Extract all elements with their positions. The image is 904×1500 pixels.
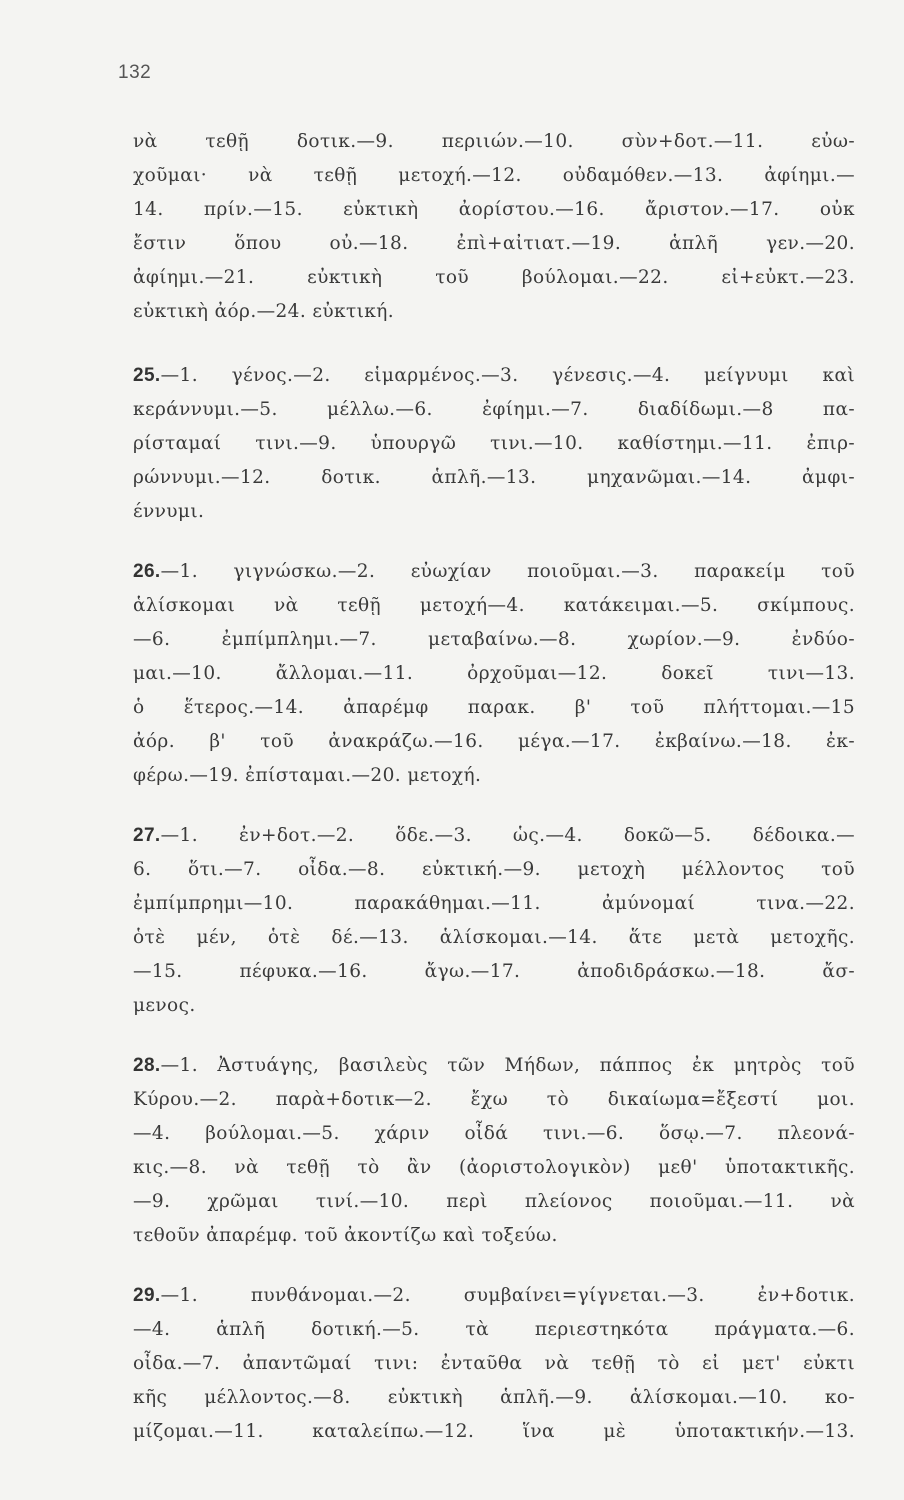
text-line: ὁτὲ μέν, ὁτὲ δέ.—13. ἁλίσκομαι.—14. ἅτε μετὰ μετοχῆς. (133, 927, 855, 948)
section-25 (133, 359, 855, 529)
section-number: 27. (133, 825, 161, 846)
section-number: 26. (133, 561, 161, 582)
text-line: ρώννυμι.—12. δοτικ. ἁπλῆ.—13. μηχανῶμαι.—14. ἀμφι- (133, 467, 855, 488)
text-line: —4. ἁπλῆ δοτική.—5. τὰ περιεστηκότα πράγματα.—6. (133, 1319, 855, 1340)
text-line: έννυμι. (133, 501, 205, 522)
text-line: —6. ἐμπίμπλημι.—7. μεταβαίνω.—8. χωρίον.—9. ἐνδύο- (133, 629, 855, 650)
text-line: κεράννυμι.—5. μέλλω.—6. ἐφίημι.—7. διαδίδωμι.—8 πα- (133, 399, 855, 420)
text-line: ἀφίημι.—21. εὐκτικὴ τοῦ βούλομαι.—22. εἰ+εὐκτ.—23. (133, 267, 855, 288)
text-line: —1. πυνθάνομαι.—2. συμβαίνει=γίγνεται.—3. ἐν+δοτικ. (160, 1285, 855, 1306)
text-line: τεθοῦν ἀπαρέμφ. τοῦ ἀκοντίζω καὶ τοξεύω. (133, 1225, 558, 1246)
section-27 (133, 819, 855, 1023)
text-line: ἔστιν ὅπου οὐ.—18. ἐπὶ+αἰτιατ.—19. ἁπλῆ γεν.—20. (133, 233, 855, 254)
text-line: νὰ τεθῇ δοτικ.—9. περιιών.—10. σὺν+δοτ.—11. εὐω- (133, 131, 855, 152)
text-line: οἶδα.—7. ἀπαντῶμαί τινι: ἐνταῦθα νὰ τεθῇ τὸ εἰ μετ' εὐκτι (133, 1353, 855, 1374)
text-line: χοῦμαι· νὰ τεθῇ μετοχή.—12. οὐδαμόθεν.—13. ἀφίημι.— (133, 165, 855, 186)
text-line: —1. γιγνώσκω.—2. εὐωχίαν ποιοῦμαι.—3. παρακείμ τοῦ (160, 561, 855, 582)
text-line: —1. γένος.—2. εἱμαρμένος.—3. γένεσις.—4. μείγνυμι καὶ (160, 365, 855, 386)
text-line: —1. Ἀστυάγης, βασιλεὺς τῶν Μήδων, πάππος ἐκ μητρὸς τοῦ (160, 1055, 855, 1076)
text-line: μίζομαι.—11. καταλείπω.—12. ἵνα μὲ ὑποτακτικήν.—13. (133, 1421, 855, 1442)
text-line: —15. πέφυκα.—16. ἄγω.—17. ἀποδιδράσκω.—18. ἄσ- (133, 961, 855, 982)
text-line: Κύρου.—2. παρὰ+δοτικ—2. ἔχω τὸ δικαίωμα=ἔξεστί μοι. (133, 1089, 855, 1110)
section-number: 29. (133, 1285, 161, 1306)
section-first-line (133, 1049, 855, 1083)
text-line: μενος. (133, 995, 196, 1016)
text-line: ἁλίσκομαι νὰ τεθῇ μετοχή—4. κατάκειμαι.—5. σκίμπους. (133, 595, 855, 616)
section-29 (133, 1279, 855, 1449)
section-first-line (133, 359, 855, 393)
section-first-line (133, 555, 855, 589)
intro-paragraph (133, 125, 855, 329)
text-line: ἐμπίμπρημι—10. παρακάθημαι.—11. ἀμύνομαί τινα.—22. (133, 893, 855, 914)
section-number: 28. (133, 1055, 161, 1076)
text-line: εὐκτικὴ ἀόρ.—24. εὐκτική. (133, 301, 395, 322)
text-line: μαι.—10. ἄλλομαι.—11. ὀρχοῦμαι—12. δοκεῖ τινι—13. (133, 663, 855, 684)
text-line: 14. πρίν.—15. εὐκτικὴ ἀορίστου.—16. ἄριστον.—17. οὐκ (133, 199, 855, 220)
text-line: ἀόρ. β' τοῦ ἀνακράζω.—16. μέγα.—17. ἐκβαίνω.—18. ἐκ- (133, 731, 855, 752)
section-28 (133, 1049, 855, 1253)
section-26 (133, 555, 855, 793)
text-line: —9. χρῶμαι τινί.—10. περὶ πλείονος ποιοῦμαι.—11. νὰ (133, 1191, 855, 1212)
text-line: κις.—8. νὰ τεθῇ τὸ ἂν (ἀοριστολογικὸν) μεθ' ὑποτακτικῆς. (133, 1157, 855, 1178)
section-first-line (133, 1279, 855, 1313)
section-number: 25. (133, 365, 161, 386)
text-line: ὁ ἕτερος.—14. ἀπαρέμφ παρακ. β' τοῦ πλήττομαι.—15 (133, 697, 855, 718)
section-first-line (133, 819, 855, 853)
text-line: φέρω.—19. ἐπίσταμαι.—20. μετοχή. (133, 765, 482, 786)
text-line: —1. ἐν+δοτ.—2. ὅδε.—3. ὡς.—4. δοκῶ—5. δέδοικα.— (160, 825, 855, 846)
text-block (133, 125, 855, 1475)
text-line: —4. βούλομαι.—5. χάριν οἶδά τινι.—6. ὅσῳ.—7. πλεονά- (133, 1123, 855, 1144)
text-line: ρίσταμαί τινι.—9. ὑπουργῶ τινι.—10. καθίστημι.—11. ἐπιρ- (133, 433, 855, 454)
text-line: κῆς μέλλοντος.—8. εὐκτικὴ ἁπλῆ.—9. ἁλίσκομαι.—10. κο- (133, 1387, 855, 1408)
page-number: 132 (118, 62, 152, 83)
text-line: 6. ὅτι.—7. οἶδα.—8. εὐκτική.—9. μετοχὴ μέλλοντος τοῦ (133, 859, 855, 880)
